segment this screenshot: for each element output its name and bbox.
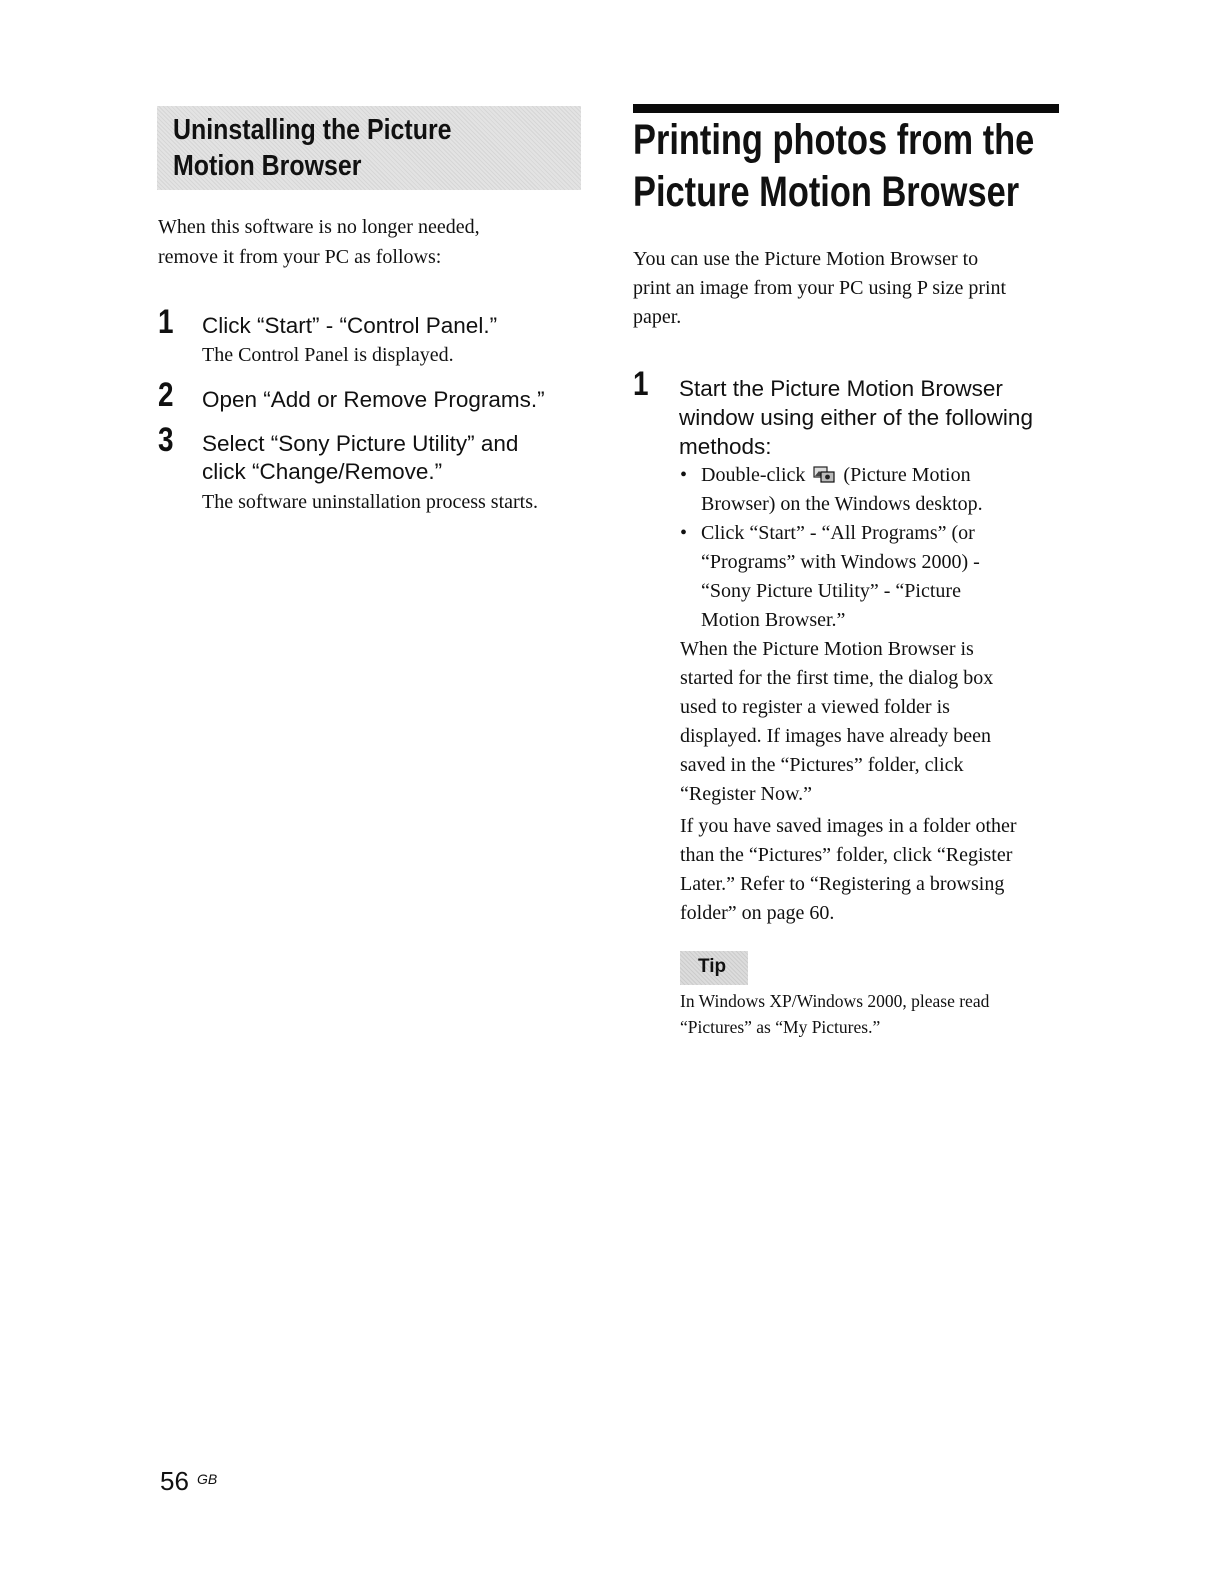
- step-number: 1: [158, 303, 174, 341]
- first-launch-paragraph: When the Picture Motion Browser is started for the first time, the dialog box used to register a viewed folder is displayed. If images have already been saved in the “Pictures” folder, click “Register Now.”: [680, 638, 994, 805]
- step-number: 1: [633, 365, 649, 403]
- picture-motion-browser-icon: [812, 464, 836, 484]
- page-region-suffix: GB: [197, 1471, 218, 1487]
- step-result: The software uninstallation process starts.: [202, 491, 539, 513]
- printing-intro: You can use the Picture Motion Browser to print an image from your PC using P size print paper.: [633, 248, 1007, 328]
- uninstall-heading-text: Uninstalling the Picture Motion Browser: [173, 114, 452, 182]
- page-number: 56: [160, 1466, 189, 1496]
- bullet-icon: •: [680, 464, 688, 486]
- tip-text: In Windows XP/Windows 2000, please read “Pictures” as “My Pictures.”: [680, 991, 990, 1037]
- heading-rule: [633, 104, 1059, 113]
- other-folder-paragraph: If you have saved images in a folder other than the “Pictures” folder, click “Register Later.” Refer to “Registering a browsing folder” on page 60.: [680, 815, 1017, 924]
- uninstall-intro: When this software is no longer needed, remove it from your PC as follows:: [158, 216, 480, 268]
- step-result: The Control Panel is displayed.: [202, 344, 454, 366]
- bullet-icon: •: [680, 522, 688, 544]
- list-item: • Click “Start” - “All Programs” (or “Programs” with Windows 2000) - “Sony Picture Utility” - “Picture Motion Browser.”: [680, 519, 1060, 635]
- tip-label: Tip: [698, 956, 727, 977]
- page-title: Printing photos from the Picture Motion Browser: [633, 116, 1035, 216]
- step-instruction: Start the Picture Motion Browser window using either of the following methods:: [679, 376, 1033, 459]
- step-number: 3: [158, 421, 174, 459]
- step-instruction: Select “Sony Picture Utility” and click “Change/Remove.”: [202, 431, 519, 484]
- step-number: 2: [158, 376, 174, 414]
- method-list: [680, 461, 1060, 635]
- section-heading-uninstall: [157, 106, 581, 190]
- step-instruction: Click “Start” - “Control Panel.”: [202, 313, 498, 338]
- step-instruction: Open “Add or Remove Programs.”: [202, 387, 545, 412]
- list-item: • Double-click (Picture Motion Browser) on the Windows desktop.: [680, 461, 1060, 519]
- tip-badge: [680, 951, 748, 985]
